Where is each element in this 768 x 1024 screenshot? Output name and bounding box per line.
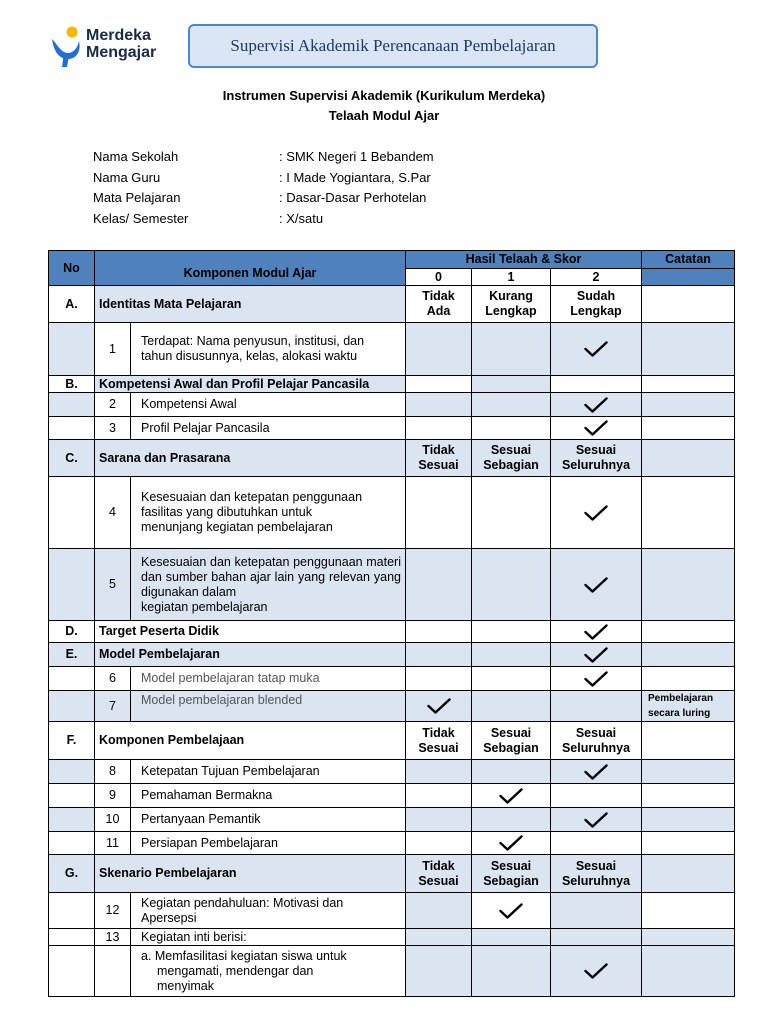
score-cell-1 [472, 691, 551, 722]
teacher-info [93, 149, 434, 231]
score-cell-0 [406, 832, 472, 855]
no-cell [49, 929, 95, 946]
score-cell-1 [472, 477, 551, 549]
score-cell-2 [551, 621, 642, 643]
score-cell-0 [406, 393, 472, 417]
score-cell-2 [551, 417, 642, 440]
no-cell [49, 946, 95, 997]
score-cell-0 [406, 893, 472, 929]
item-text: a. Memfasilitasi kegiatan siswa untuk mengamati, mendengar dan menyimak [131, 946, 406, 997]
header-title-box: Supervisi Akademik Perencanaan Pembelajaran [188, 24, 598, 68]
item-number: 12 [95, 893, 131, 929]
table-row [49, 417, 735, 440]
catatan-cell [642, 621, 735, 643]
table-row [49, 832, 735, 855]
section-row [49, 722, 735, 760]
checkmark-icon [584, 963, 608, 979]
section-letter: F. [49, 722, 95, 760]
header-hasil-telaah: Hasil Telaah & Skor [406, 251, 642, 269]
checkmark-icon [584, 624, 608, 640]
item-number: 1 [95, 323, 131, 376]
item-text: Terdapat: Nama penyusun, institusi, dan tahun disusunnya, kelas, alokasi waktu [131, 323, 406, 376]
no-cell [49, 691, 95, 722]
score-cell-2 [551, 376, 642, 393]
item-text: Persiapan Pembelajaran [131, 832, 406, 855]
score-label-2: Sesuai Seluruhnya [551, 722, 642, 760]
score-cell-0 [406, 691, 472, 722]
checkmark-icon [499, 903, 523, 919]
score-label-2: Sesuai Seluruhnya [551, 440, 642, 477]
checkmark-icon [584, 420, 608, 436]
item-number: 13 [95, 929, 131, 946]
score-label-0: Tidak Sesuai [406, 440, 472, 477]
checkmark-icon [584, 397, 608, 413]
info-label: Mata Pelajaran [93, 190, 181, 205]
score-label-1: Kurang Lengkap [472, 286, 551, 323]
catatan-cell [642, 855, 735, 893]
score-label-1: Sesuai Sebagian [472, 722, 551, 760]
section-letter: E. [49, 643, 95, 667]
item-text: Model pembelajaran blended [131, 691, 406, 722]
score-cell-1 [472, 808, 551, 832]
table-row [49, 393, 735, 417]
score-cell-0 [406, 323, 472, 376]
section-letter: C. [49, 440, 95, 477]
header-komponen: Komponen Modul Ajar [95, 251, 406, 286]
section-title: Komponen Pembelajaan [95, 722, 406, 760]
catatan-cell [642, 440, 735, 477]
catatan-cell [642, 832, 735, 855]
no-cell [49, 893, 95, 929]
score-cell-2 [551, 667, 642, 691]
score-cell-1 [472, 929, 551, 946]
info-value: : X/satu [279, 210, 324, 226]
score-cell-2 [551, 549, 642, 621]
score-cell-2 [551, 808, 642, 832]
section-row [49, 855, 735, 893]
checkmark-icon [584, 647, 608, 663]
table-row [49, 667, 735, 691]
no-cell [49, 760, 95, 784]
no-cell [49, 808, 95, 832]
section-title: Model Pembelajaran [95, 643, 406, 667]
section-title: Kompetensi Awal dan Profil Pelajar Pancasila [95, 376, 406, 393]
score-cell-1 [472, 667, 551, 691]
logo-line1: Merdeka [86, 27, 151, 44]
score-cell-1 [472, 893, 551, 929]
checkmark-icon [584, 577, 608, 593]
score-cell-2 [551, 893, 642, 929]
catatan-cell [642, 722, 735, 760]
no-cell [49, 393, 95, 417]
checkmark-icon [584, 505, 608, 521]
catatan-cell [642, 929, 735, 946]
score-cell-0 [406, 808, 472, 832]
catatan-cell [642, 393, 735, 417]
score-label-0: Tidak Sesuai [406, 855, 472, 893]
item-number: 6 [95, 667, 131, 691]
score-label-2: Sudah Lengkap [551, 286, 642, 323]
table-row [49, 784, 735, 808]
score-cell-1 [472, 832, 551, 855]
merdeka-mengajar-logo [48, 25, 173, 70]
item-text: Kesesuaian dan ketepatan penggunaan fasilitas yang dibutuhkan untuk menunjang kegiatan pembelajaran [131, 477, 406, 549]
item-number: 11 [95, 832, 131, 855]
logo-line2: Mengajar [86, 44, 157, 61]
score-cell-1 [472, 549, 551, 621]
header-catatan-blank [642, 269, 735, 286]
supervision-table [48, 250, 735, 997]
checkmark-icon [427, 698, 451, 714]
score-label-0: Tidak Sesuai [406, 722, 472, 760]
info-row [93, 190, 434, 211]
score-cell-2 [551, 946, 642, 997]
info-label: Nama Guru [93, 169, 161, 185]
section-title: Skenario Pembelajaran [95, 855, 406, 893]
score-label-1: Sesuai Sebagian [472, 855, 551, 893]
score-cell-0 [406, 643, 472, 667]
checkmark-icon [584, 341, 608, 357]
score-cell-0 [406, 929, 472, 946]
item-text: Kesesuaian dan ketepatan penggunaan materi dan sumber bahan ajar lain yang relevan yang digunakan dalam kegiatan pembelajaran [131, 549, 406, 621]
item-text: Profil Pelajar Pancasila [131, 417, 406, 440]
logo-figure-icon [48, 25, 84, 69]
header-catatan: Catatan [642, 251, 735, 269]
catatan-cell [642, 643, 735, 667]
score-2: 2 [551, 269, 642, 286]
section-row [49, 643, 735, 667]
document-title: Instrumen Supervisi Akademik (Kurikulum Merdeka) [222, 88, 546, 103]
item-number: 3 [95, 417, 131, 440]
table-row [49, 549, 735, 621]
table-row [49, 929, 735, 946]
item-text: Kegiatan pendahuluan: Motivasi dan Apersepsi [131, 893, 406, 929]
section-title: Target Peserta Didik [95, 621, 406, 643]
catatan-cell [642, 376, 735, 393]
score-cell-0 [406, 667, 472, 691]
score-cell-1 [472, 376, 551, 393]
checkmark-icon [584, 764, 608, 780]
score-cell-2 [551, 929, 642, 946]
no-cell [49, 323, 95, 376]
section-title: Sarana dan Prasarana [95, 440, 406, 477]
section-row [49, 286, 735, 323]
score-cell-0 [406, 621, 472, 643]
table-header-row [49, 251, 735, 269]
score-1: 1 [472, 269, 551, 286]
document-subtitle: Telaah Modul Ajar [328, 108, 440, 123]
item-number: 5 [95, 549, 131, 621]
score-0: 0 [406, 269, 472, 286]
table-row [49, 477, 735, 549]
catatan-cell [642, 549, 735, 621]
section-row [49, 440, 735, 477]
catatan-cell [642, 946, 735, 997]
no-cell [49, 417, 95, 440]
score-cell-0 [406, 784, 472, 808]
score-cell-0 [406, 946, 472, 997]
table-row [49, 323, 735, 376]
no-cell [49, 667, 95, 691]
score-cell-0 [406, 760, 472, 784]
score-cell-1 [472, 393, 551, 417]
item-number [95, 946, 131, 997]
score-cell-0 [406, 549, 472, 621]
info-row [93, 211, 434, 232]
score-cell-0 [406, 417, 472, 440]
item-text: Ketepatan Tujuan Pembelajaran [131, 760, 406, 784]
catatan-cell [642, 784, 735, 808]
section-row [49, 621, 735, 643]
score-cell-1 [472, 323, 551, 376]
checkmark-icon [584, 671, 608, 687]
catatan-cell [642, 417, 735, 440]
score-cell-2 [551, 691, 642, 722]
no-cell [49, 784, 95, 808]
item-number: 7 [95, 691, 131, 722]
info-label: Kelas/ Semester [93, 210, 189, 226]
score-label-0: Tidak Ada [406, 286, 472, 323]
score-cell-1 [472, 621, 551, 643]
section-letter: D. [49, 621, 95, 643]
info-value: : SMK Negeri 1 Bebandem [279, 149, 434, 164]
item-number: 10 [95, 808, 131, 832]
item-number: 8 [95, 760, 131, 784]
info-value: : I Made Yogiantara, S.Par [279, 169, 431, 185]
no-cell [49, 477, 95, 549]
catatan-cell [642, 808, 735, 832]
catatan-cell [642, 323, 735, 376]
table-row [49, 760, 735, 784]
score-cell-2 [551, 643, 642, 667]
item-text: Model pembelajaran tatap muka [131, 667, 406, 691]
catatan-cell [642, 477, 735, 549]
info-row [93, 170, 434, 191]
no-cell [49, 832, 95, 855]
checkmark-icon [584, 812, 608, 828]
score-label-2: Sesuai Seluruhnya [551, 855, 642, 893]
score-cell-2 [551, 832, 642, 855]
header-no: No [49, 251, 95, 286]
score-cell-1 [472, 760, 551, 784]
catatan-note: Pembelajaran secara luring [642, 691, 735, 722]
no-cell [49, 549, 95, 621]
score-cell-1 [472, 643, 551, 667]
item-text: Kegiatan inti berisi: [131, 929, 406, 946]
score-cell-1 [472, 417, 551, 440]
score-cell-2 [551, 393, 642, 417]
info-label: Nama Sekolah [93, 149, 179, 164]
catatan-cell [642, 893, 735, 929]
section-letter: G. [49, 855, 95, 893]
item-text: Kompetensi Awal [131, 393, 406, 417]
item-text: Pemahaman Bermakna [131, 784, 406, 808]
score-label-1: Sesuai Sebagian [472, 440, 551, 477]
table-row [49, 691, 735, 722]
item-text: Pertanyaan Pemantik [131, 808, 406, 832]
score-cell-0 [406, 376, 472, 393]
catatan-cell [642, 760, 735, 784]
score-cell-2 [551, 323, 642, 376]
section-letter: B. [49, 376, 95, 393]
info-value: : Dasar-Dasar Perhotelan [279, 190, 427, 205]
item-number: 9 [95, 784, 131, 808]
info-row [93, 149, 434, 170]
score-cell-1 [472, 784, 551, 808]
checkmark-icon [499, 788, 523, 804]
catatan-cell [642, 286, 735, 323]
table-row [49, 808, 735, 832]
table-row [49, 946, 735, 997]
section-letter: A. [49, 286, 95, 323]
score-cell-2 [551, 477, 642, 549]
score-cell-2 [551, 760, 642, 784]
section-title: Identitas Mata Pelajaran [95, 286, 406, 323]
score-cell-1 [472, 946, 551, 997]
item-number: 4 [95, 477, 131, 549]
catatan-cell [642, 667, 735, 691]
score-cell-0 [406, 477, 472, 549]
score-cell-2 [551, 784, 642, 808]
item-number: 2 [95, 393, 131, 417]
checkmark-icon [499, 835, 523, 851]
section-row [49, 376, 735, 393]
table-row [49, 893, 735, 929]
